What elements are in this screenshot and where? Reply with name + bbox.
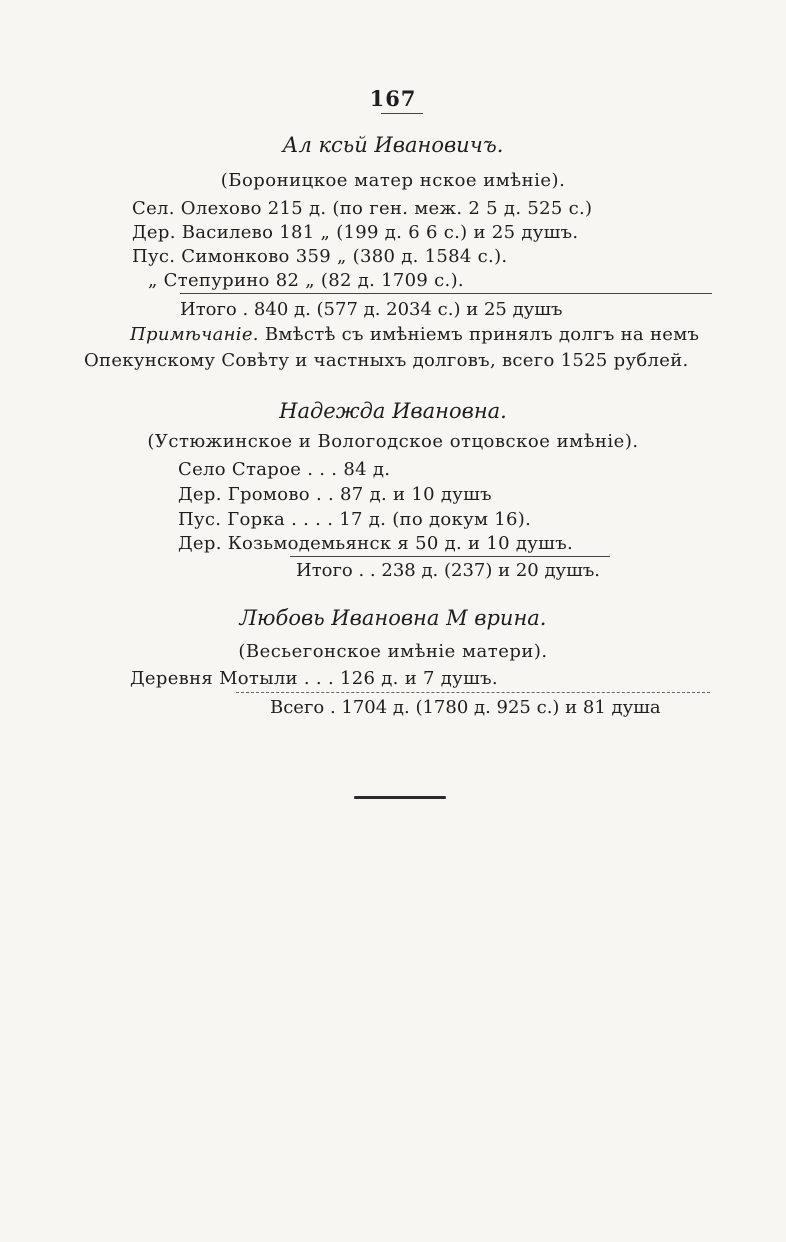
section2-row-3: Пус. Горка . . . . 17 д. (по докум 16). (178, 509, 532, 530)
section1-total-rule (180, 293, 712, 294)
section1-row-2: Дер. Василево 181 „ (199 д. 6 6 с.) и 25 душъ. (132, 222, 579, 243)
page-number: 167 (369, 86, 417, 111)
section3-subtitle: (Весьегонское имѣніе матери). (238, 641, 548, 662)
section1-heading: Ал ксьй Ивановичъ. (282, 133, 504, 157)
grand-total: Всего . 1704 д. (1780 д. 925 с.) и 81 душа (270, 697, 661, 718)
section1-row-1: Сел. Олехово 215 д. (по ген. меж. 2 5 д. 525 с.) (132, 198, 593, 219)
note-label: Примѣчаніе. (130, 324, 259, 345)
section1-row-4: „ Степурино 82 „ (82 д. 1709 с.). (148, 270, 464, 291)
section3-total-rule (236, 692, 710, 693)
section1-total: Итого . 840 д. (577 д. 2034 с.) и 25 душъ (180, 299, 563, 320)
section1-row-3: Пус. Симонково 359 „ (380 д. 1584 с.). (132, 246, 508, 267)
section3-row: Деревня Мотыли . . . 126 д. и 7 душъ. (130, 668, 498, 689)
note-text-1: Вмѣстѣ съ имѣніемъ принялъ долгъ на немъ (264, 324, 700, 345)
section2-row-4: Дер. Козьмодемьянск я 50 д. и 10 душъ. (178, 533, 573, 554)
section1-note-line-2: Опекунскому Совѣту и частныхъ долговъ, всего 1525 рублей. (84, 350, 689, 371)
section2-total-rule (290, 556, 610, 557)
section1-subtitle: (Бороницкое матер нское имѣніе). (220, 170, 566, 191)
section3-heading: Любовь Ивановна М врина. (239, 606, 547, 630)
section2-row-1: Село Старое . . . 84 д. (178, 459, 391, 480)
section2-total: Итого . . 238 д. (237) и 20 душъ. (296, 560, 601, 581)
page-number-underline (381, 113, 423, 114)
section2-subtitle: (Устюжинское и Вологодское отцовское имѣніе). (147, 431, 639, 452)
section2-heading: Надежда Ивановна. (279, 399, 507, 423)
end-ornament (354, 796, 446, 799)
section2-row-2: Дер. Громово . . 87 д. и 10 душъ (178, 484, 492, 505)
section1-note-line-1 (130, 324, 699, 345)
